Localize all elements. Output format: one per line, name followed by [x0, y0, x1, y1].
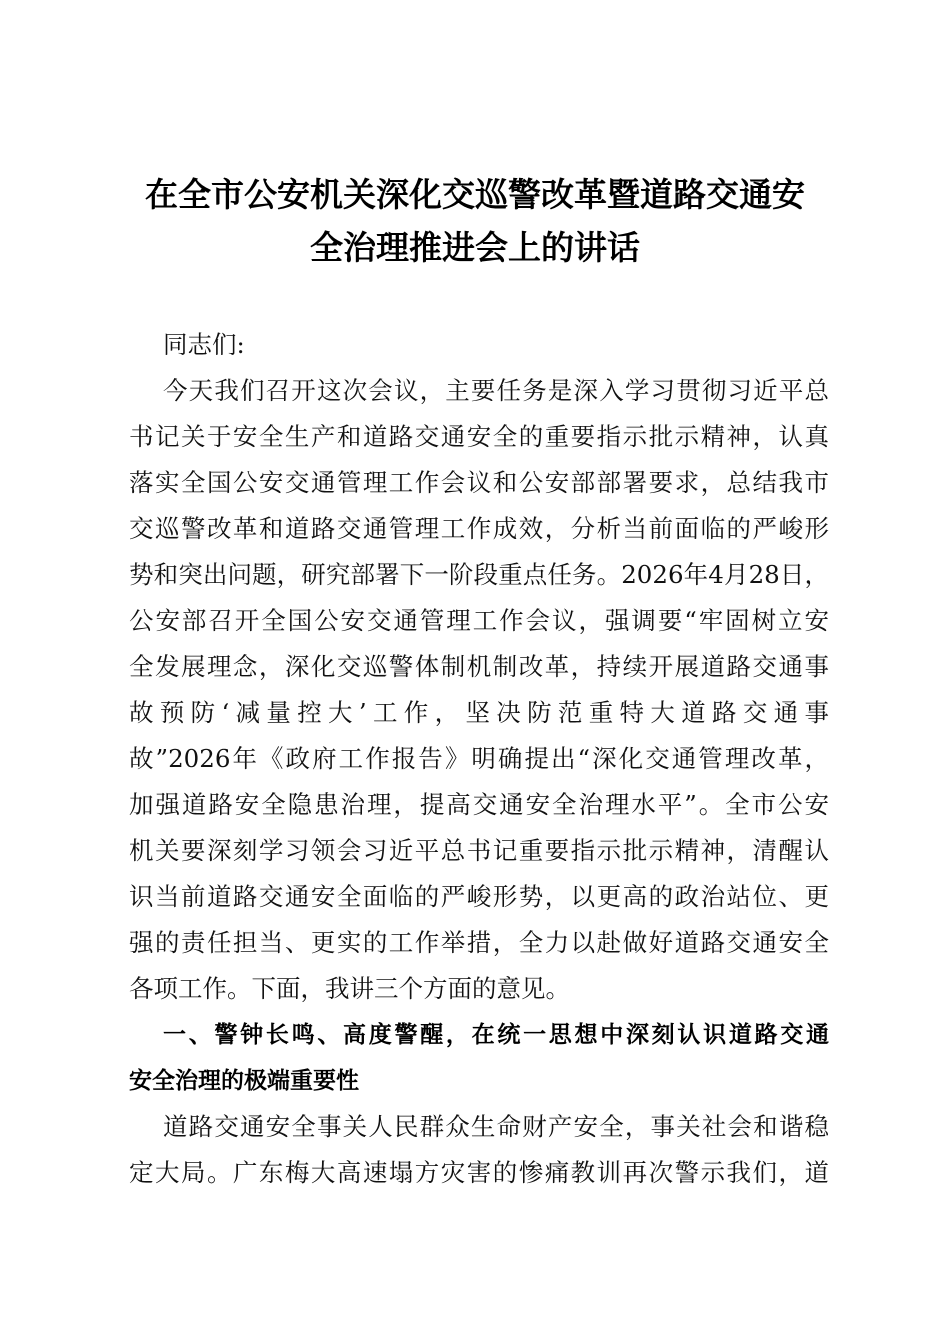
paragraph-line: 书记关于安全生产和道路交通安全的重要指示批示精神，认真 [129, 422, 829, 451]
salutation: 同志们: [163, 330, 245, 359]
paragraph-line: 强的责任担当、更实的工作举措，全力以赴做好道路交通安全 [129, 928, 829, 957]
section-heading-line: 安全治理的极端重要性 [129, 1068, 359, 1094]
paragraph-line: 今天我们召开这次会议，主要任务是深入学习贯彻习近平总 [163, 376, 829, 405]
paragraph-line: 道路交通安全事关人民群众生命财产安全，事关社会和谐稳 [163, 1112, 829, 1141]
paragraph-line: 识当前道路交通安全面临的严峻形势，以更高的政治站位、更 [129, 882, 829, 911]
paragraph-line: 加强道路安全隐患治理，提高交通安全治理水平”。全市公安 [129, 790, 829, 819]
paragraph-line: 交巡警改革和道路交通管理工作成效，分析当前面临的严峻形 [129, 514, 829, 543]
paragraph-line: 机关要深刻学习领会习近平总书记重要指示批示精神，清醒认 [129, 836, 829, 865]
document-title [110, 168, 840, 274]
paragraph-line: 势和突出问题，研究部署下一阶段重点任务。2026年4月28日， [129, 560, 829, 589]
title-line: 全治理推进会上的讲话 [310, 228, 640, 267]
paragraph-line: 落实全国公安交通管理工作会议和公安部部署要求，总结我市 [129, 468, 829, 497]
title-line: 在全市公安机关深化交巡警改革暨道路交通安 [145, 175, 805, 214]
paragraph-line: 定大局。广东梅大高速塌方灾害的惨痛教训再次警示我们，道 [129, 1158, 829, 1187]
paragraph-line: 全发展理念，深化交巡警体制机制改革，持续开展道路交通事 [129, 652, 829, 681]
paragraph-line: 故”2026年《政府工作报告》明确提出“深化交通管理改革， [129, 744, 829, 773]
paragraph-line: 公安部召开全国公安交通管理工作会议，强调要“牢固树立安 [129, 606, 829, 635]
paragraph-line: 故预防‘减量控大’工作，坚决防范重特大道路交通事 [129, 698, 829, 727]
paragraph-line: 各项工作。下面，我讲三个方面的意见。 [129, 974, 570, 1003]
section-heading-line: 一、警钟长鸣、高度警醒，在统一思想中深刻认识道路交通 [163, 1022, 829, 1048]
